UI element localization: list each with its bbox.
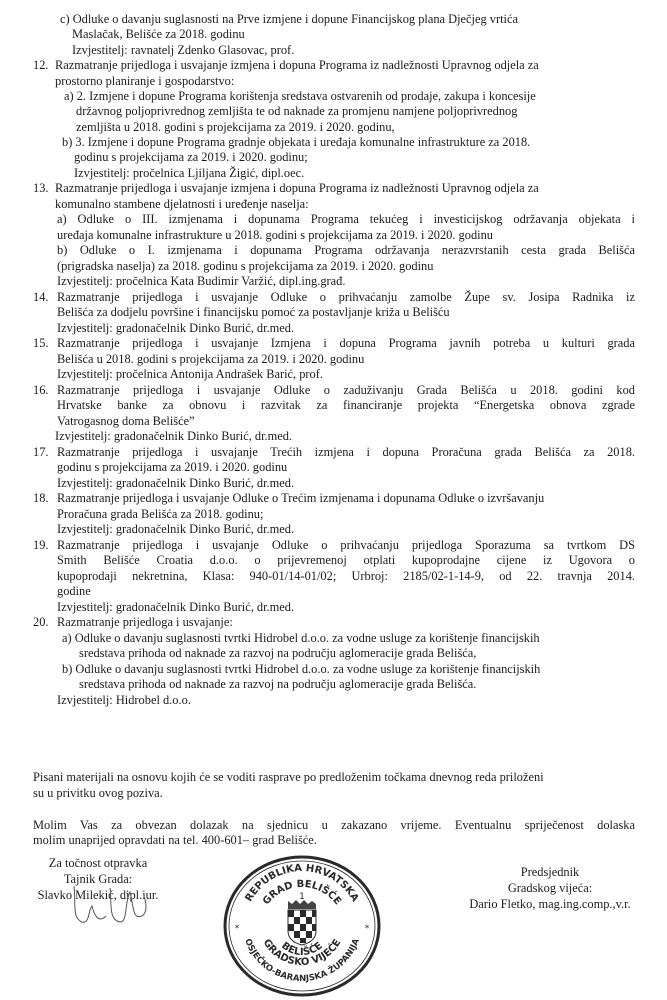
signature-left-name: Slavko Milekić, dipl.iur. [37, 888, 159, 902]
item-title: Razmatranje prijedloga i usvajanje Izmjena i dopuna Programa javnih potreba u kulturi grada [57, 336, 635, 350]
stamp-inner-top-text: GRAD BELIŠĆE [261, 878, 344, 908]
item-title: godinu s projekcijama za 2019. i 2020. godinu [57, 460, 288, 474]
official-stamp [222, 855, 382, 997]
item-reporter: Izvjestitelj: gradonačelnik Dinko Burić, dr.med. [57, 600, 295, 614]
item-number: 18. [33, 491, 49, 505]
signature-block-right [455, 864, 645, 912]
item-number: 12. [33, 58, 49, 72]
stamp-inner-bottom-text: GRADSKO VIJEĆE [260, 937, 344, 969]
subitem-line: (prigradska naselja) za 2018. godinu s projekcijama za 2019. i 2020. godinu [57, 259, 434, 273]
coat-of-arms-icon [288, 900, 316, 945]
stamp-star-left: * [234, 924, 240, 934]
item-number: 13. [33, 181, 49, 195]
subitem-line: b) 3. Izmjene i dopune Programa gradnje objekata i uređaja komunalne infrastrukture za 2018. [62, 135, 531, 149]
item-title: Razmatranje prijedloga i usvajanje Odluke o prihvaćanju zamolbe Župe sv. Josipa Radnika iz [57, 290, 635, 304]
item-11c-line2: Maslačak, Belišće za 2018. godinu [72, 27, 245, 41]
item-reporter: Izvjestitelj: gradonačelnik Dinko Burić, dr.med. [57, 476, 295, 490]
item-11c-reporter: Izvjestitelj: ravnatelj Zdenko Glasovac, prof. [72, 43, 295, 57]
stamp-outer-top-text: REPUBLIKA HRVATSKA [243, 862, 361, 904]
subitem-line: b) Odluke o davanju suglasnosti tvrtki Hidrobel d.o.o. za vodne usluge za korištenje financijskih [62, 662, 541, 676]
item-title: Belišća za dodjelu površine i financijsku pomoć za postavljanje križa u Belišću [57, 305, 450, 319]
item-title: Razmatranje prijedloga i usvajanje izmjena i dopuna Programa iz nadležnosti Upravnog odjela za [55, 58, 539, 72]
item-reporter: Izvjestitelj: gradonačelnik Dinko Burić, dr.med. [57, 321, 295, 335]
subitem-line: a) Odluke o davanju suglasnosti tvrtki Hidrobel d.o.o. za vodne usluge za korištenje financijskih [62, 631, 540, 645]
item-title: Hrvatske banke za obnovu i razvitak za financiranje projekta “Energetska obnova zgrade [57, 398, 635, 412]
item-number: 15. [33, 336, 49, 350]
item-reporter: Izvjestitelj: Hidrobel d.o.o. [57, 693, 191, 707]
item-title: Smith Belišće Croatia d.o.o. o prijevremenoj otplati kupoprodajne cijene iz Ugovora o [57, 553, 635, 567]
item-title: Razmatranje prijedloga i usvajanje Odluke o prihvaćanju prijedloga Sporazuma sa tvrtkom DS [57, 538, 635, 552]
item-number: 16. [33, 383, 49, 397]
item-title: Razmatranje prijedloga i usvajanje Trećih izmjena i dopuna Proračuna grada Belišća za 2018. [57, 445, 635, 459]
item-number: 20. [33, 615, 49, 629]
item-title: prostorno planiranje i gospodarstvo: [55, 74, 235, 88]
item-reporter: Izvjestitelj: gradonačelnik Dinko Burić, dr.med. [57, 522, 295, 536]
item-title: komunalno stambene djelatnosti i uređenje naselja: [55, 197, 309, 211]
item-title: Razmatranje prijedloga i usvajanje: [57, 615, 233, 629]
item-reporter: Izvjestitelj: gradonačelnik Dinko Burić, dr.med. [55, 429, 293, 443]
stamp-star-right: * [364, 924, 370, 934]
subitem-line: sredstava prihoda od naknade za razvoj na području aglomeracije grada Belišća, [79, 646, 477, 660]
item-title: Razmatranje prijedloga i usvajanje izmjena i dopuna Programa iz nadležnosti Upravnog odjela za [55, 181, 539, 195]
subitem-line: a) 2. Izmjene i dopune Programa korištenja sredstava ostvarenih od prodaje, zakupa i koncesije [64, 89, 536, 103]
signature-left-caption: Za točnost otpravka [48, 856, 148, 870]
signature-right-body: Gradskog vijeća: [507, 881, 593, 895]
materials-note: Pisani materijali na osnovu kojih će se voditi rasprave po predloženim točkama dnevnog reda priloženi [33, 770, 544, 784]
stamp-outer-bottom-text: OSJEČKO-BARANJSKA ŽUPANIJA [242, 937, 362, 985]
subitem-line: uređaja komunalne infrastrukture u 2018. godini s projekcijama za 2019. i 2020. godinu [57, 228, 493, 242]
attendance-note: Molim Vas za obvezan dolazak na sjednicu u zakazano vrijeme. Eventualnu spriječenost dolaska [33, 818, 635, 832]
item-reporter: Izvjestitelj: pročelnica Kata Budimir Varžić, dipl.ing.građ. [57, 274, 346, 288]
materials-note: su u privitku ovog poziva. [33, 786, 163, 800]
subitem-line: državnog poljoprivrednog zemljišta te od naknade za promjenu namjene poljoprivrednog [76, 104, 518, 118]
item-title: godine [57, 584, 91, 598]
signature-right-name: Dario Fletko, mag.ing.comp.,v.r. [469, 897, 631, 911]
signature-right-title: Predsjednik [520, 865, 580, 879]
stamp-number: 1 [299, 892, 305, 902]
item-title: Proračuna grada Belišća za 2018. godinu; [57, 507, 264, 521]
item-title: kupoprodaji nekretnina, Klasa: 940-01/14-01/02; Urbroj: 2185/02-1-14-9, od 22. travnja 2014. [57, 569, 635, 583]
signature-left-role: Tajnik Grada: [63, 872, 133, 886]
subitem-line: sredstava prihoda od naknade za razvoj na području aglomeracije grada Belišća. [79, 677, 477, 691]
subitem-line: godinu s projekcijama za 2019. i 2020. godinu; [74, 150, 308, 164]
item-number: 17. [33, 445, 49, 459]
handwritten-signature-icon [62, 880, 162, 930]
item-11c-line1: c) Odluke o davanju suglasnosti na Prve izmjene i dopune Financijskog plana Dječjeg vrtića [60, 12, 518, 26]
stamp-center-bottom-text: BELIŠĆE [279, 940, 325, 959]
subitem-line: a) Odluke o III. izmjenama i dopunama Programa tekućeg i investicijskog održavanja objekata i [57, 212, 635, 226]
item-title: Razmatranje prijedloga i usvajanje Odluke o zaduživanju Grada Belišća u 2018. godini kod [57, 383, 635, 397]
attendance-note: molim unaprijed opravdati na tel. 400-601– grad Belišće. [33, 833, 317, 847]
subitem-line: zemljišta u 2018. godini s projekcijama za 2019. i 2020. godinu, [76, 120, 395, 134]
item-title: Vatrogasnog doma Belišće” [57, 414, 195, 428]
item-title: Razmatranje prijedloga i usvajanje Odluke o Trećim izmjenama i dopunama Odluke o izvršavanju [57, 491, 545, 505]
item-reporter: Izvjestitelj: pročelnica Ljiljana Žigić, dipl.oec. [74, 166, 305, 180]
subitem-line: b) Odluke o I. izmjenama i dopunama Programa održavanja nerazvrstanih cesta grada Belišća [57, 243, 635, 257]
item-number: 14. [33, 290, 49, 304]
item-number: 19. [33, 538, 49, 552]
item-reporter: Izvjestitelj: pročelnica Antonija Andrašek Barić, prof. [57, 367, 323, 381]
item-title: Belišća u 2018. godini s projekcijama za 2019. i 2020. godinu [57, 352, 365, 366]
